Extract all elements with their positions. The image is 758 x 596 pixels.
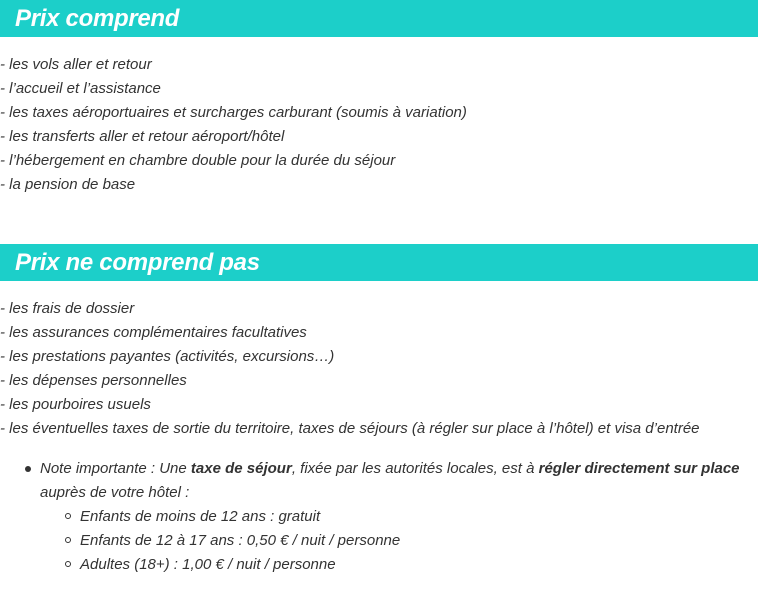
not-included-item: - les éventuelles taxes de sortie du territoire, taxes de séjours (à régler sur place à l’hôtel) et visa d’entrée [0,420,700,437]
tax-rates-list [40,505,756,577]
included-item: - les taxes aéroportuaires et surcharges carburant (soumis à variation) [0,104,467,121]
included-list [0,53,758,197]
included-item: - les vols aller et retour [0,56,152,73]
section-header-not-included [0,244,758,281]
tax-rate-item [80,505,756,529]
included-item: - l’accueil et l’assistance [0,80,161,97]
not-included-item: - les frais de dossier [0,300,135,317]
circle-bullet-icon [65,561,71,567]
note-middle: , fixée par les autorités locales, est à [291,460,539,477]
tax-rate-item [80,553,756,577]
included-item: - les transferts aller et retour aéroport/hôtel [0,128,285,145]
tax-rate-text: Adultes (18+) : 1,00 € / nuit / personne [80,556,336,573]
not-included-list [0,297,758,441]
circle-bullet-icon [65,537,71,543]
circle-bullet-icon [65,513,71,519]
note-bold-tax: taxe de séjour [190,460,292,477]
tax-rate-text: Enfants de 12 à 17 ans : 0,50 € / nuit / personne [80,532,401,549]
not-included-item: - les assurances complémentaires facultatives [0,324,307,341]
bullet-icon [25,466,31,472]
included-item: - l’hébergement en chambre double pour la durée du séjour [0,152,396,169]
note-bold-pay: régler directement sur place [538,460,740,477]
note-suffix: auprès de votre hôtel : [40,484,190,501]
not-included-item: - les prestations payantes (activités, excursions…) [0,348,335,365]
not-included-item: - les pourboires usuels [0,396,151,413]
not-included-item: - les dépenses personnelles [0,372,187,389]
included-item: - la pension de base [0,176,136,193]
note-prefix: Note importante : Une [40,460,191,477]
tax-rate-item [80,529,756,553]
section-header-included [0,0,758,37]
section-title-included: Prix comprend [15,4,180,32]
note-text [40,457,756,505]
section-title-not-included: Prix ne comprend pas [15,248,260,276]
important-note [0,457,758,577]
tax-rate-text: Enfants de moins de 12 ans : gratuit [80,508,321,525]
